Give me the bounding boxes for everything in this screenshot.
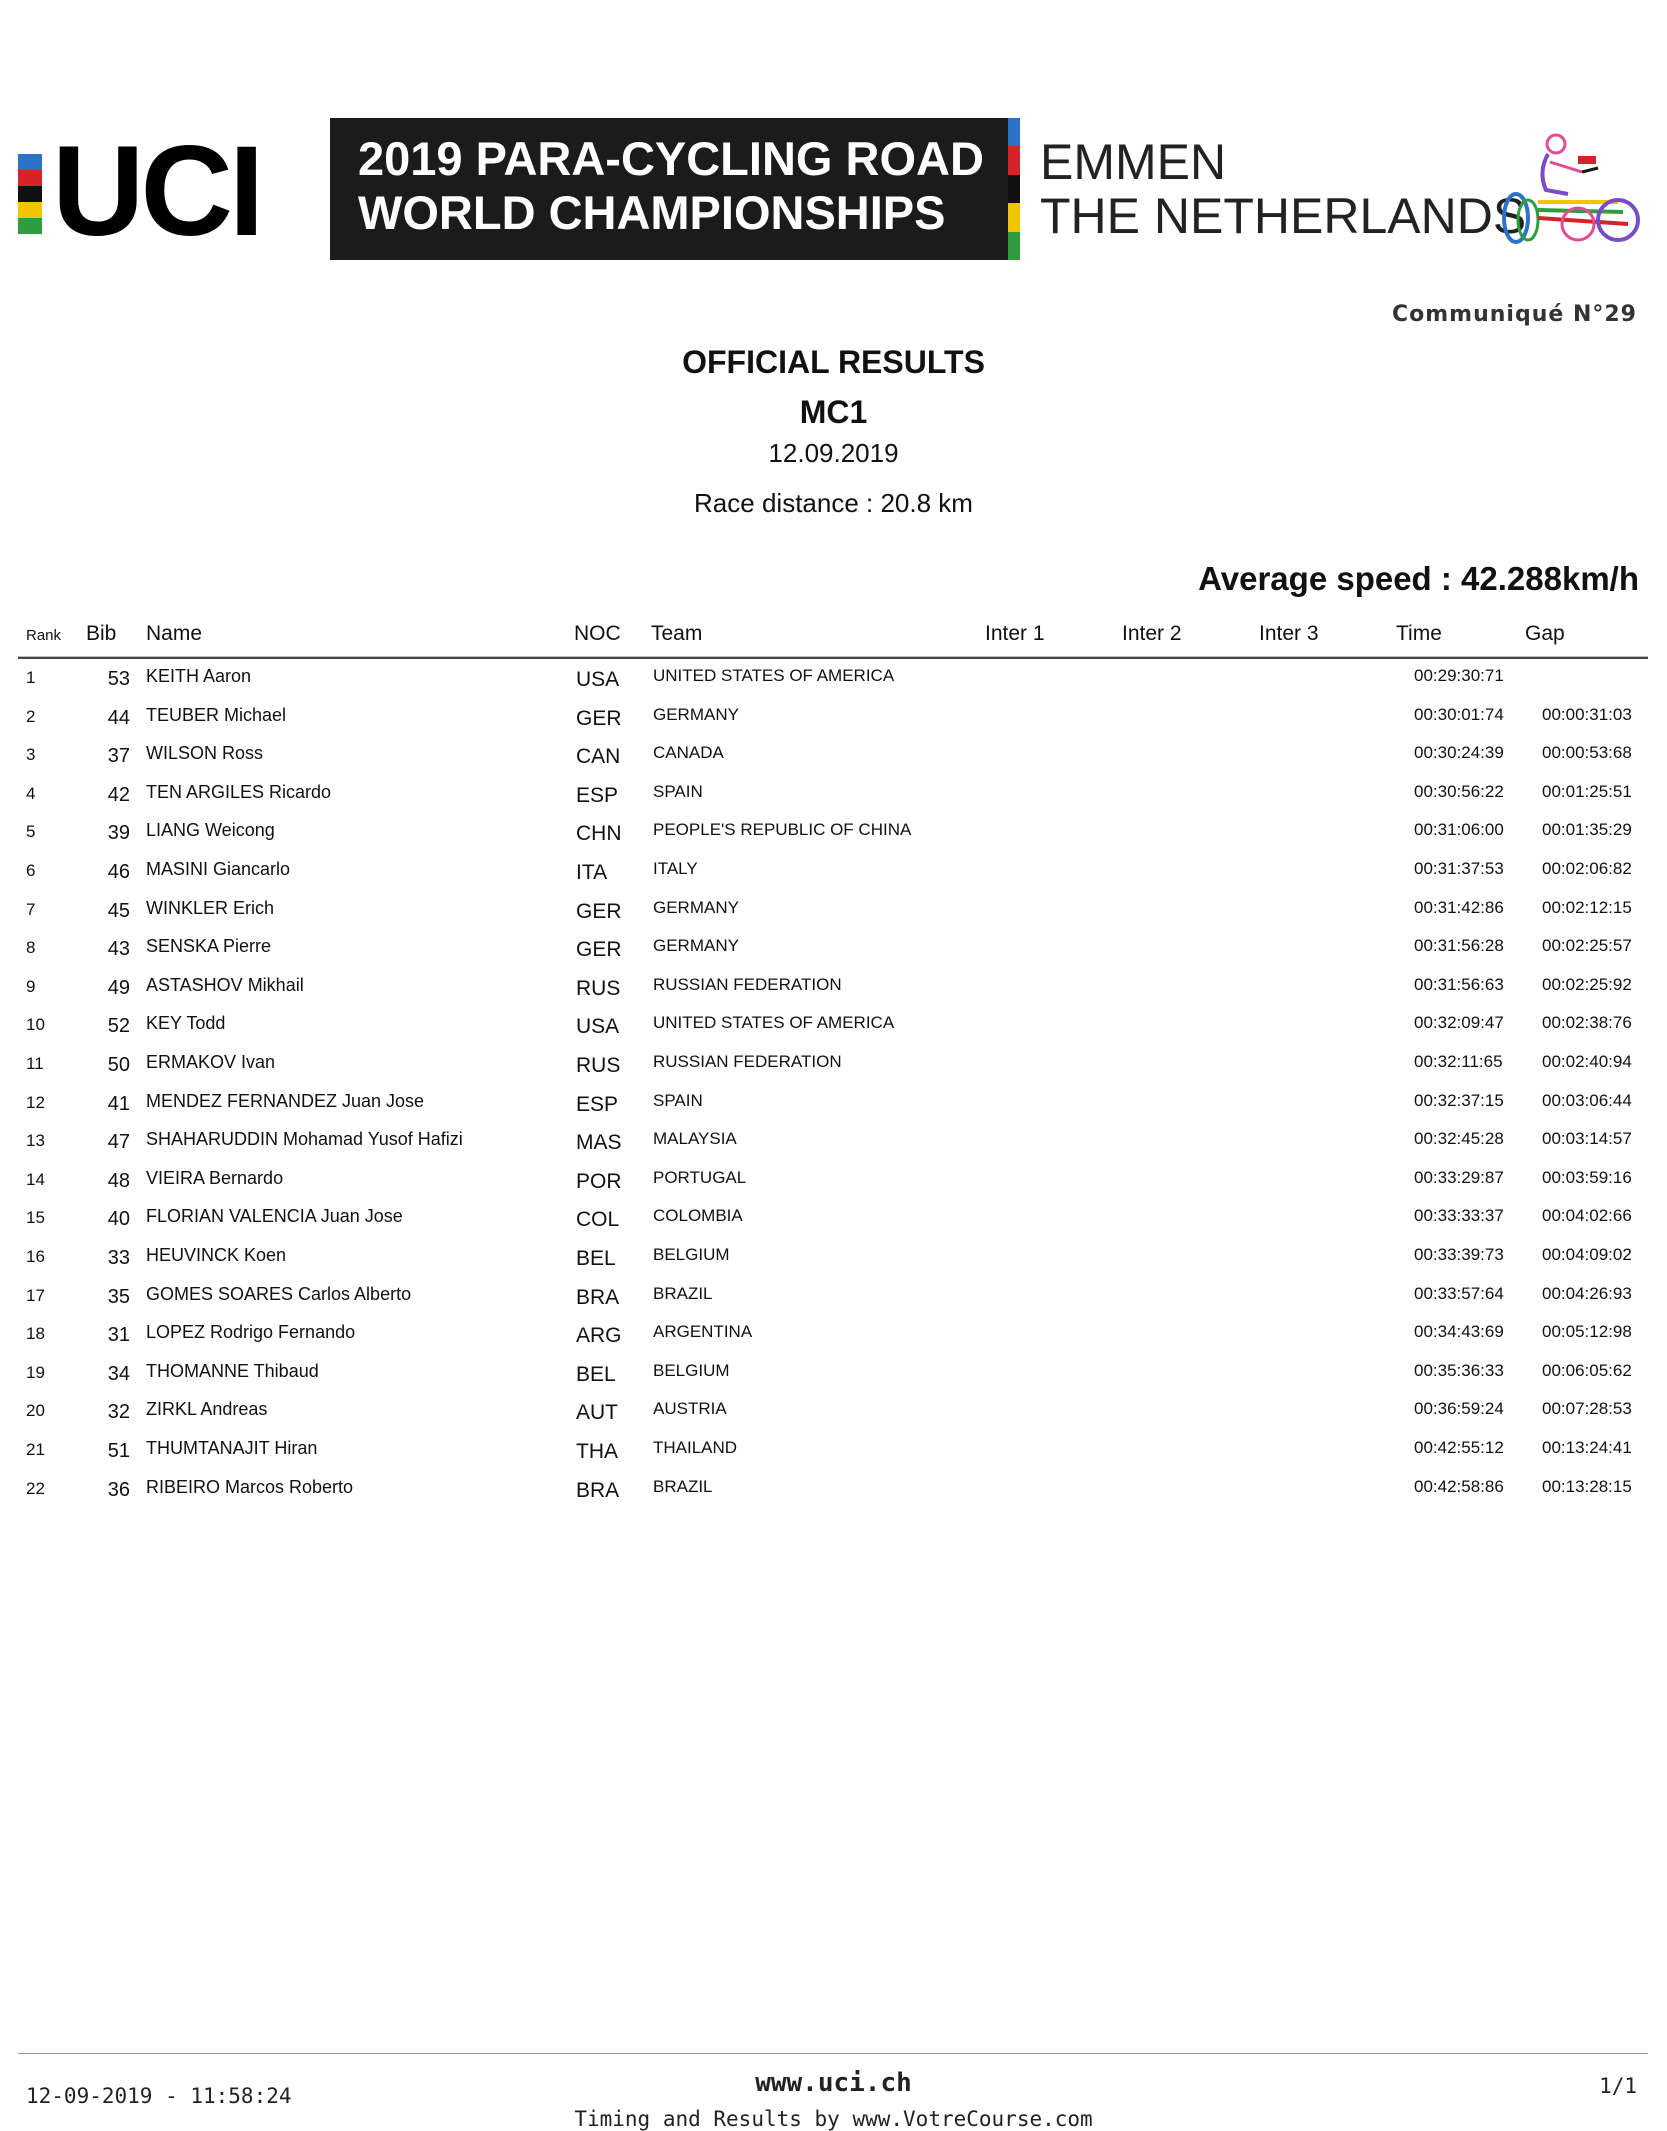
table-row [0,782,1667,821]
column-header-name: Name [146,622,203,645]
gap-cell: 00:03:59:16 [1542,1167,1632,1187]
bib-cell: 37 [107,745,130,768]
rider-name-cell: ERMAKOV Ivan [146,1052,276,1072]
rider-name-cell: THUMTANAJIT Hiran [146,1438,318,1458]
team-cell: GERMANY [653,936,739,956]
rank-cell: 18 [26,1324,45,1344]
time-cell: 00:36:59:24 [1414,1399,1504,1419]
bib-cell: 36 [107,1478,130,1501]
rider-name-cell: WILSON Ross [146,743,264,764]
table-row [0,1168,1667,1207]
column-header-team: Team [651,622,703,645]
table-row [0,1052,1667,1091]
page-title: OFFICIAL RESULTS [682,344,985,380]
bib-cell: 46 [107,861,130,883]
column-header-rank: Rank [26,627,62,644]
noc-cell: BEL [576,1362,616,1386]
bib-cell: 53 [107,668,130,690]
table-row [0,1013,1667,1052]
table-row [0,936,1667,975]
table-row [0,705,1667,744]
rank-cell: 8 [26,938,36,958]
bib-cell: 48 [107,1169,130,1192]
team-cell: BELGIUM [653,1360,730,1380]
bib-cell: 50 [107,1054,130,1076]
table-row [0,1438,1667,1477]
gap-cell: 00:04:09:02 [1542,1245,1632,1264]
team-cell: THAILAND [653,1438,738,1457]
team-cell: CANADA [653,743,724,763]
gap-cell: 00:00:53:68 [1542,743,1632,763]
team-cell: COLOMBIA [653,1206,743,1226]
rider-name-cell: SHAHARUDDIN Mohamad Yusof Hafizi [146,1129,463,1150]
gap-cell: 00:02:40:94 [1542,1052,1632,1071]
rider-name-cell: KEY Todd [146,1013,226,1034]
column-header-bib: Bib [86,622,117,645]
gap-cell: 00:05:12:98 [1542,1322,1632,1342]
rank-cell: 3 [26,745,36,765]
gap-cell: 00:06:05:62 [1542,1360,1632,1380]
rainbow-bar [1008,118,1020,260]
rank-cell: 15 [26,1208,45,1228]
rank-cell: 22 [26,1478,45,1498]
column-header-inter2: Inter 2 [1122,622,1182,645]
gap-cell: 00:03:06:44 [1542,1090,1632,1110]
noc-cell: RUS [576,976,621,1000]
rank-cell: 11 [26,1054,44,1073]
noc-cell: MAS [576,1131,622,1155]
column-header-inter1: Inter 1 [985,622,1045,645]
table-row [0,1091,1667,1130]
table-row [0,1245,1667,1284]
time-cell: 00:34:43:69 [1414,1322,1504,1342]
table-row [0,1477,1667,1516]
team-cell: BELGIUM [653,1245,730,1264]
rider-name-cell: MASINI Giancarlo [146,859,291,879]
time-cell: 00:29:30:71 [1414,666,1504,685]
bib-cell: 43 [107,938,130,961]
rank-cell: 4 [26,783,36,803]
team-cell: UNITED STATES OF AMERICA [653,666,895,685]
race-date: 12.09.2019 [768,438,899,468]
noc-cell: ESP [576,1092,619,1116]
team-cell: RUSSIAN FEDERATION [653,974,842,994]
handcycle-cyclist-icon [1498,132,1646,252]
uci-website-link[interactable]: www.uci.ch [755,2068,912,2098]
gap-cell: 00:01:25:51 [1542,781,1632,801]
header-divider-bold [18,657,1648,659]
time-cell: 00:31:56:28 [1414,936,1504,956]
time-cell: 00:31:56:63 [1414,974,1504,994]
rank-cell: 6 [26,861,36,880]
time-cell: 00:33:33:37 [1414,1206,1504,1226]
bib-cell: 39 [107,822,130,845]
bib-cell: 32 [107,1401,130,1424]
noc-cell: ESP [576,783,619,807]
rider-name-cell: FLORIAN VALENCIA Juan Jose [146,1206,403,1227]
uci-logo: UCI [52,120,261,263]
bib-cell: 33 [107,1247,130,1269]
page-number: 1/1 [1599,2074,1637,2098]
uci-rainbow-stripes [18,154,42,234]
gap-cell: 00:02:25:57 [1542,936,1632,956]
footer-divider [18,2053,1648,2054]
gap-cell: 00:04:26:93 [1542,1283,1632,1303]
noc-cell: BRA [576,1285,620,1309]
team-cell: RUSSIAN FEDERATION [653,1052,842,1071]
time-cell: 00:30:24:39 [1414,743,1504,763]
rank-cell: 17 [26,1285,45,1305]
category-title: MC1 [799,394,868,430]
rank-cell: 13 [26,1131,45,1151]
bib-cell: 52 [107,1015,130,1038]
time-cell: 00:33:39:73 [1414,1245,1504,1264]
bib-cell: 34 [107,1362,130,1385]
team-cell: GERMANY [653,704,739,724]
column-header-noc: NOC [574,622,621,645]
print-datetime: 12-09-2019 - 11:58:24 [26,2084,292,2108]
rider-name-cell: THOMANNE Thibaud [146,1360,319,1381]
time-cell: 00:31:37:53 [1414,859,1504,878]
rider-name-cell: GOMES SOARES Carlos Alberto [146,1283,412,1304]
gap-cell: 00:00:31:03 [1542,704,1632,724]
time-cell: 00:32:09:47 [1414,1013,1504,1033]
bib-cell: 49 [107,976,130,999]
time-cell: 00:32:11:65 [1414,1052,1503,1071]
rider-name-cell: LIANG Weicong [146,820,275,841]
noc-cell: COL [576,1208,620,1232]
time-cell: 00:31:06:00 [1414,820,1504,840]
gap-cell: 00:13:24:41 [1542,1438,1632,1457]
gap-cell: 00:07:28:53 [1542,1399,1632,1419]
table-row [0,1322,1667,1361]
city-name: EMMEN [1040,134,1227,190]
team-cell: ITALY [653,859,698,878]
race-distance: Race distance : 20.8 km [694,488,973,518]
time-cell: 00:31:42:86 [1414,897,1504,917]
team-cell: GERMANY [653,897,739,917]
rider-name-cell: TEUBER Michael [146,704,287,725]
noc-cell: CAN [576,745,621,769]
rank-cell: 20 [26,1401,45,1421]
time-cell: 00:30:56:22 [1414,781,1504,801]
noc-cell: GER [576,706,622,730]
noc-cell: POR [576,1169,622,1193]
time-cell: 00:33:29:87 [1414,1167,1504,1187]
table-row [0,975,1667,1014]
gap-cell: 00:02:12:15 [1542,897,1632,917]
rider-name-cell: HEUVINCK Koen [146,1245,287,1265]
country-name: THE NETHERLANDS [1040,188,1527,244]
gap-cell: 00:02:25:92 [1542,974,1632,994]
gap-cell: 00:01:35:29 [1542,820,1632,840]
rank-cell: 10 [26,1015,45,1035]
bib-cell: 47 [107,1131,130,1154]
noc-cell: GER [576,899,622,923]
time-cell: 00:33:57:64 [1414,1283,1504,1303]
rank-cell: 21 [26,1440,45,1459]
noc-cell: AUT [576,1401,618,1425]
gap-cell: 00:02:06:82 [1542,859,1632,878]
team-cell: PORTUGAL [653,1167,747,1187]
team-cell: UNITED STATES OF AMERICA [653,1013,895,1033]
rank-cell: 9 [26,976,36,996]
table-row [0,1206,1667,1245]
table-row [0,898,1667,937]
team-cell: SPAIN [653,1090,703,1110]
noc-cell: THA [576,1440,618,1463]
rider-name-cell: WINKLER Erich [146,897,275,918]
team-cell: BRAZIL [653,1283,713,1303]
table-row [0,820,1667,859]
noc-cell: RUS [576,1054,621,1077]
rank-cell: 16 [26,1247,45,1266]
rank-cell: 19 [26,1362,45,1382]
bib-cell: 41 [107,1092,130,1115]
communique-number: Communiqué N°29 [1392,302,1637,327]
rider-name-cell: ZIRKL Andreas [146,1399,268,1420]
bib-cell: 45 [107,899,130,922]
table-row [0,666,1667,705]
team-cell: PEOPLE'S REPUBLIC OF CHINA [653,820,912,840]
rider-name-cell: SENSKA Pierre [146,936,272,957]
bib-cell: 35 [107,1285,130,1308]
noc-cell: GER [576,938,622,962]
rank-cell: 1 [26,668,36,687]
column-header-gap: Gap [1525,622,1565,645]
timing-credit: Timing and Results by www.VotreCourse.com [574,2107,1093,2131]
bib-cell: 40 [107,1208,130,1231]
table-row [0,1361,1667,1400]
team-cell: ARGENTINA [653,1322,753,1342]
team-cell: BRAZIL [653,1476,713,1496]
noc-cell: CHN [576,822,622,846]
table-row [0,1129,1667,1168]
rider-name-cell: MENDEZ FERNANDEZ Juan Jose [146,1090,425,1111]
noc-cell: BEL [576,1247,616,1270]
gap-cell: 00:03:14:57 [1542,1129,1632,1149]
rank-cell: 7 [26,899,36,919]
time-cell: 00:32:45:28 [1414,1129,1504,1149]
gap-cell: 00:13:28:15 [1542,1476,1632,1496]
gap-cell: 00:04:02:66 [1542,1206,1632,1226]
rider-name-cell: ASTASHOV Mikhail [146,974,304,995]
team-cell: MALAYSIA [653,1129,737,1149]
rider-name-cell: TEN ARGILES Ricardo [146,781,332,802]
time-cell: 00:42:58:86 [1414,1476,1504,1496]
time-cell: 00:42:55:12 [1414,1438,1504,1457]
rank-cell: 5 [26,822,36,842]
bib-cell: 44 [107,706,130,729]
championship-line-1: 2019 PARA-CYCLING ROAD [358,132,984,185]
championship-line-2: WORLD CHAMPIONSHIPS [358,186,946,239]
table-row [0,743,1667,782]
rank-cell: 12 [26,1092,45,1112]
team-cell: SPAIN [653,781,703,801]
bib-cell: 42 [107,783,130,806]
table-row [0,1284,1667,1323]
rider-name-cell: LOPEZ Rodrigo Fernando [146,1322,356,1343]
noc-cell: ARG [576,1324,622,1348]
gap-cell: 00:02:38:76 [1542,1013,1632,1033]
noc-cell: USA [576,1015,620,1039]
rider-name-cell: VIEIRA Bernardo [146,1167,284,1188]
rider-name-cell: KEITH Aaron [146,666,252,686]
noc-cell: BRA [576,1478,620,1502]
championship-title-box [330,118,1008,260]
time-cell: 00:32:37:15 [1414,1090,1504,1110]
bib-cell: 51 [107,1440,130,1462]
event-banner [18,118,1638,263]
column-header-inter3: Inter 3 [1259,622,1319,645]
bib-cell: 31 [107,1324,130,1347]
noc-cell: ITA [576,861,608,884]
column-header-time: Time [1396,622,1442,645]
rider-name-cell: RIBEIRO Marcos Roberto [146,1476,354,1497]
rank-cell: 2 [26,706,36,726]
noc-cell: USA [576,668,620,691]
team-cell: AUSTRIA [653,1399,727,1419]
time-cell: 00:30:01:74 [1414,704,1504,724]
table-row [0,859,1667,898]
table-row [0,1399,1667,1438]
average-speed: Average speed : 42.288km/h [1198,560,1639,597]
time-cell: 00:35:36:33 [1414,1360,1504,1380]
rank-cell: 14 [26,1169,45,1189]
